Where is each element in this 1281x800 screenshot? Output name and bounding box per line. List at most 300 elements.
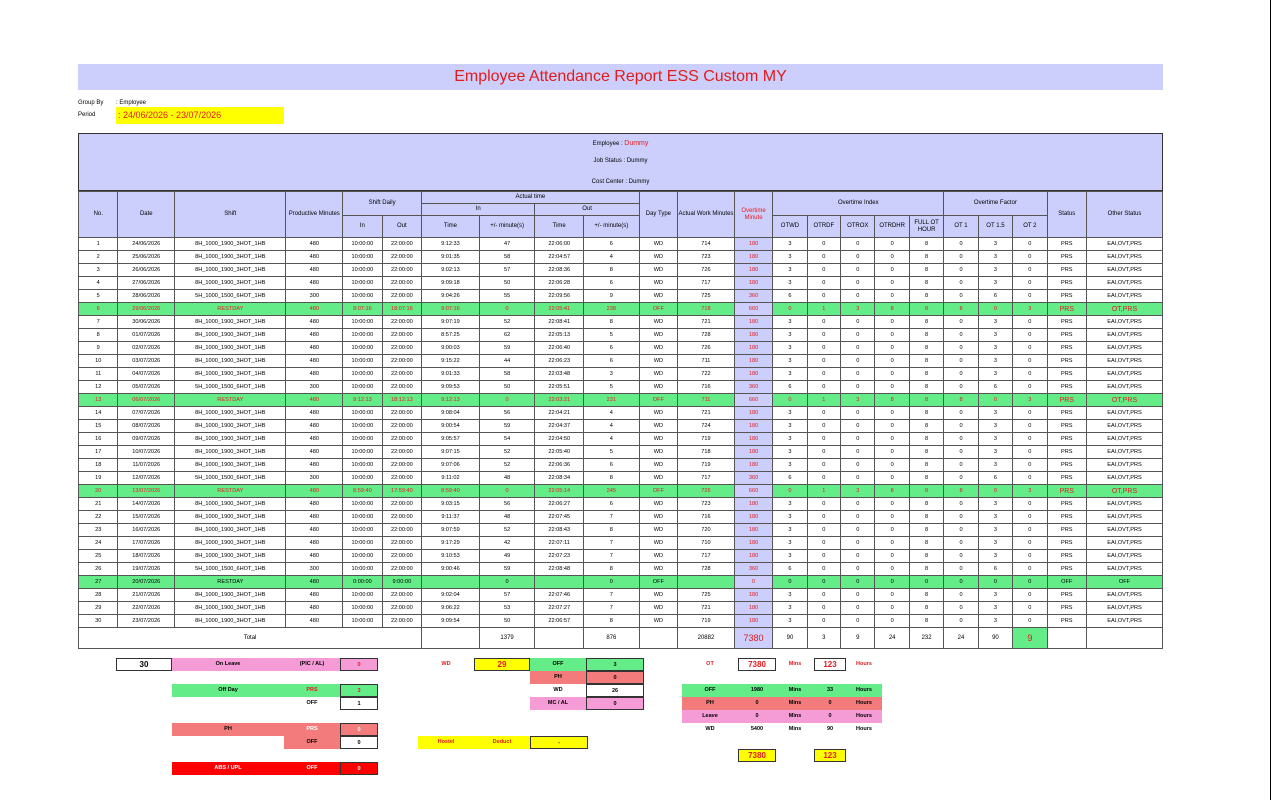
cell-status: PRS: [1047, 563, 1086, 576]
cell-date: 10/07/2026: [118, 446, 175, 459]
cell-inpm: 57: [479, 589, 535, 602]
cell-full: 8: [909, 485, 943, 498]
cell-ot15: 3: [978, 550, 1012, 563]
cell-date: 26/06/2026: [118, 264, 175, 277]
cell-otrdf: 0: [807, 524, 840, 537]
cell-otwd: 3: [773, 615, 807, 628]
cell-status: PRS: [1047, 433, 1086, 446]
cell-date: 24/06/2026: [118, 238, 175, 251]
col-shift-out: Out: [382, 216, 421, 238]
cell-ot2: 0: [1013, 264, 1047, 277]
cell-prod: 480: [286, 576, 343, 589]
cell-shift: RESTDAY: [175, 576, 286, 589]
cell-status: PRS: [1047, 602, 1086, 615]
cell-awm: 718: [678, 446, 735, 459]
summary-b-leave-hours-unit: Hours: [846, 710, 882, 723]
employee-line: [79, 140, 1162, 147]
cell-date: 03/07/2026: [118, 355, 175, 368]
cell-daytype: WD: [639, 563, 677, 576]
cell-prod: 480: [286, 459, 343, 472]
cell-other: EAI,OVT,PRS: [1087, 368, 1163, 381]
total-blank: [639, 628, 677, 649]
cell-sout: 22:00:00: [382, 290, 421, 303]
cell-otrox: 0: [841, 446, 875, 459]
cell-daytype: WD: [639, 524, 677, 537]
col-out-time: Time: [535, 216, 584, 238]
period-row: [78, 112, 116, 118]
cell-aout: 22:07:11: [535, 537, 584, 550]
summary-off-day-off-val: 1: [340, 697, 378, 710]
summary-b-off-hours: 33: [814, 684, 846, 697]
cell-no: 28: [79, 589, 118, 602]
cell-ain: 9:11:37: [422, 511, 480, 524]
cell-prod: 480: [286, 238, 343, 251]
cell-daytype: WD: [639, 238, 677, 251]
cell-otwd: 3: [773, 342, 807, 355]
cell-otrox: 0: [841, 264, 875, 277]
cell-otrdf: 0: [807, 498, 840, 511]
cell-otrdf: 0: [807, 264, 840, 277]
cell-otrdhr: 0: [875, 238, 909, 251]
cell-status: PRS: [1047, 381, 1086, 394]
cell-otwd: 6: [773, 290, 807, 303]
cell-awm: 722: [678, 368, 735, 381]
job-status: Job Status : Dummy: [593, 158, 648, 164]
cell-shift: 8H_1000_1900_3HOT_1HB: [175, 368, 286, 381]
cell-ot2: 0: [1013, 589, 1047, 602]
cell-inpm: 50: [479, 381, 535, 394]
table-row: [79, 498, 1163, 511]
cell-sin: 10:00:00: [343, 446, 382, 459]
cell-otrdf: 0: [807, 316, 840, 329]
cell-otrdhr: 0: [875, 329, 909, 342]
cell-ain: 9:00:03: [422, 342, 480, 355]
cell-ot2: 0: [1013, 420, 1047, 433]
col-otwd: OTWD: [773, 216, 807, 238]
cell-awm: [678, 576, 735, 589]
cell-aout: 22:08:43: [535, 524, 584, 537]
cell-aout: 22:06:28: [535, 277, 584, 290]
table-row: [79, 459, 1163, 472]
cell-date: 08/07/2026: [118, 420, 175, 433]
cell-shift: 8H_1000_1900_3HOT_1HB: [175, 537, 286, 550]
cell-sout: 22:00:00: [382, 433, 421, 446]
cell-inpm: 48: [479, 472, 535, 485]
cell-sin: 10:00:00: [343, 342, 382, 355]
summary-b-ph-mins: 0: [738, 697, 776, 710]
cell-otrdf: 0: [807, 368, 840, 381]
cell-ot2: 0: [1013, 329, 1047, 342]
cell-sout: 18:12:13: [382, 394, 421, 407]
cell-otrdhr: 0: [875, 550, 909, 563]
cell-ot15: 3: [978, 251, 1012, 264]
col-ot15: OT 1.5: [978, 216, 1012, 238]
cell-no: 25: [79, 550, 118, 563]
cell-otm: 180: [734, 238, 772, 251]
cell-otwd: 6: [773, 472, 807, 485]
cell-no: 26: [79, 563, 118, 576]
cell-inpm: 62: [479, 329, 535, 342]
cell-aout: 22:03:21: [535, 394, 584, 407]
cell-shift: 8H_1000_1900_3HOT_1HB: [175, 615, 286, 628]
table-row: [79, 355, 1163, 368]
summary-abs-off: OFF: [284, 762, 340, 775]
cell-daytype: WD: [639, 433, 677, 446]
cell-otrdf: 0: [807, 615, 840, 628]
cell-ot1: 8: [944, 303, 978, 316]
cell-sout: 22:00:00: [382, 329, 421, 342]
cell-shift: 8H_1000_1900_3HOT_1HB: [175, 407, 286, 420]
cell-sin: 10:00:00: [343, 537, 382, 550]
cell-ot1: 0: [944, 602, 978, 615]
cell-awm: 725: [678, 290, 735, 303]
cell-otrox: 0: [841, 368, 875, 381]
col-overtime-minute: Overtime Minute: [734, 192, 772, 238]
cell-other: EAI,OVT,PRS: [1087, 420, 1163, 433]
cell-otrdf: 0: [807, 290, 840, 303]
cell-otm: 180: [734, 316, 772, 329]
table-row: [79, 316, 1163, 329]
summary-hostel: Hostel: [418, 736, 474, 749]
cell-full: 8: [909, 342, 943, 355]
cell-shift: 8H_1000_1900_3HOT_1HB: [175, 355, 286, 368]
cell-ot15: 0: [978, 303, 1012, 316]
cell-no: 13: [79, 394, 118, 407]
cell-awm: 728: [678, 329, 735, 342]
cell-full: 8: [909, 277, 943, 290]
cell-other: EAI,OVT,PRS: [1087, 446, 1163, 459]
cell-aout: 22:03:48: [535, 368, 584, 381]
cell-status: PRS: [1047, 394, 1086, 407]
cell-outpm: 7: [584, 511, 640, 524]
summary-abs-off-val: 0: [340, 762, 378, 775]
cell-ot15: 3: [978, 355, 1012, 368]
cell-no: 14: [79, 407, 118, 420]
cell-otrdhr: 0: [875, 316, 909, 329]
cell-date: 02/07/2026: [118, 342, 175, 355]
cell-ot15: 3: [978, 589, 1012, 602]
cell-sout: 22:00:00: [382, 277, 421, 290]
cell-aout: 22:05:41: [535, 303, 584, 316]
cell-ain: 9:01:35: [422, 251, 480, 264]
cell-inpm: 50: [479, 277, 535, 290]
summary-b-wd-hours: 90: [826, 726, 834, 732]
table-row: [79, 511, 1163, 524]
cell-ain: 9:05:57: [422, 433, 480, 446]
summary-b-leave-mins-unit: Mins: [776, 710, 814, 723]
cell-other: EAI,OVT,PRS: [1087, 316, 1163, 329]
cell-aout: 22:05:13: [535, 329, 584, 342]
cell-outpm: 7: [584, 550, 640, 563]
group-by-label: Group By: [78, 100, 104, 106]
cell-otrox: 0: [841, 550, 875, 563]
cell-sout: 22:00:00: [382, 342, 421, 355]
cell-status: PRS: [1047, 537, 1086, 550]
cell-outpm: 8: [584, 563, 640, 576]
cell-otrox: 0: [841, 355, 875, 368]
cell-otwd: 3: [773, 537, 807, 550]
cell-otrdhr: 0: [875, 602, 909, 615]
attendance-table: [78, 191, 1163, 649]
cell-otwd: 3: [773, 589, 807, 602]
cell-inpm: 0: [479, 576, 535, 589]
table-row: [79, 407, 1163, 420]
cell-otrdhr: 0: [875, 563, 909, 576]
cell-sout: 22:00:00: [382, 420, 421, 433]
cell-ot2: 0: [1013, 238, 1047, 251]
total-in-pm: 1379: [479, 628, 535, 649]
period-value: : 24/06/2026 - 23/07/2026: [116, 107, 284, 124]
cell-date: 20/07/2026: [118, 576, 175, 589]
cell-ot15: 0: [978, 485, 1012, 498]
cell-date: 19/07/2026: [118, 563, 175, 576]
summary-b-wd-mins-unit: Mins: [788, 726, 802, 732]
cell-status: PRS: [1047, 407, 1086, 420]
cell-date: 18/07/2026: [118, 550, 175, 563]
cell-prod: 480: [286, 433, 343, 446]
table-row: [79, 576, 1163, 589]
cell-other: EAI,OVT,PRS: [1087, 459, 1163, 472]
cell-ot1: 0: [944, 238, 978, 251]
cell-otm: 180: [734, 342, 772, 355]
cell-ot15: 3: [978, 277, 1012, 290]
cell-prod: 480: [286, 407, 343, 420]
cell-inpm: 59: [479, 342, 535, 355]
cell-status: PRS: [1047, 277, 1086, 290]
cell-prod: 480: [286, 303, 343, 316]
cell-ain: 8:59:40: [422, 485, 480, 498]
cell-ot1: 0: [944, 329, 978, 342]
cell-otrox: 0: [841, 238, 875, 251]
cell-ain: 9:07:06: [422, 459, 480, 472]
cell-aout: 22:07:23: [535, 550, 584, 563]
cell-full: 8: [909, 329, 943, 342]
cell-outpm: 3: [584, 368, 640, 381]
cell-otrdf: 0: [807, 446, 840, 459]
cell-other: EAI,OVT,PRS: [1087, 563, 1163, 576]
cell-other: EAI,OVT,PRS: [1087, 498, 1163, 511]
cell-ot2: 0: [1013, 381, 1047, 394]
cell-ot2: 0: [1013, 342, 1047, 355]
cell-inpm: 48: [479, 511, 535, 524]
cell-otm: 180: [734, 550, 772, 563]
total-blank: [535, 628, 584, 649]
cell-outpm: 5: [584, 446, 640, 459]
cell-ot1: 0: [944, 368, 978, 381]
group-by-row: [78, 100, 146, 106]
cell-status: PRS: [1047, 329, 1086, 342]
col-overtime-index: Overtime Index: [773, 192, 944, 216]
cell-otwd: 3: [773, 524, 807, 537]
table-row: [79, 329, 1163, 342]
cell-otm: 0: [734, 576, 772, 589]
cell-sout: 9:00:00: [382, 576, 421, 589]
cell-sin: 10:00:00: [343, 368, 382, 381]
cell-sin: 10:00:00: [343, 420, 382, 433]
cell-outpm: 6: [584, 342, 640, 355]
cell-sout: 18:07:16: [382, 303, 421, 316]
cell-ot15: 3: [978, 615, 1012, 628]
cell-otrox: 0: [841, 342, 875, 355]
cell-full: 8: [909, 472, 943, 485]
cell-otrox: 0: [841, 472, 875, 485]
cell-daytype: WD: [639, 381, 677, 394]
cell-ain: 9:07:19: [422, 316, 480, 329]
cell-outpm: 5: [584, 329, 640, 342]
table-row: [79, 602, 1163, 615]
col-in-time: Time: [422, 216, 480, 238]
cell-awm: 717: [678, 472, 735, 485]
cell-shift: 8H_1000_1900_3HOT_1HB: [175, 459, 286, 472]
cell-inpm: 47: [479, 238, 535, 251]
cell-otrox: 3: [841, 485, 875, 498]
cell-full: 8: [909, 394, 943, 407]
cell-aout: 22:06:57: [535, 615, 584, 628]
cell-prod: 480: [286, 420, 343, 433]
summary-b-wd: WD: [705, 726, 715, 732]
cell-otm: 180: [734, 407, 772, 420]
cell-otrox: 0: [841, 329, 875, 342]
cell-no: 29: [79, 602, 118, 615]
cell-full: 8: [909, 433, 943, 446]
cell-otrox: 0: [841, 459, 875, 472]
cell-otrdf: 0: [807, 550, 840, 563]
table-row: [79, 264, 1163, 277]
cell-status: PRS: [1047, 524, 1086, 537]
table-row: [79, 485, 1163, 498]
cell-sin: 9:07:16: [343, 303, 382, 316]
cell-daytype: WD: [639, 446, 677, 459]
cell-ot1: 0: [944, 355, 978, 368]
cell-ot1: 0: [944, 251, 978, 264]
cell-aout: 22:07:27: [535, 602, 584, 615]
cell-date: 21/07/2026: [118, 589, 175, 602]
cell-daytype: WD: [639, 602, 677, 615]
cell-awm: 726: [678, 485, 735, 498]
cell-awm: 723: [678, 498, 735, 511]
cell-ot15: 3: [978, 342, 1012, 355]
cell-other: EAI,OVT,PRS: [1087, 381, 1163, 394]
cell-status: PRS: [1047, 420, 1086, 433]
cell-no: 24: [79, 537, 118, 550]
cell-prod: 480: [286, 602, 343, 615]
cell-otwd: 3: [773, 316, 807, 329]
cell-ot1: 0: [944, 537, 978, 550]
cell-otm: 180: [734, 524, 772, 537]
cell-ot2: 0: [1013, 407, 1047, 420]
cell-otm: 180: [734, 355, 772, 368]
cell-ot2: 0: [1013, 355, 1047, 368]
cell-otrdhr: 0: [875, 576, 909, 589]
cell-otrdhr: 0: [875, 524, 909, 537]
summary-on-leave: On Leave: [172, 658, 284, 671]
summary-ph-off-val: 0: [340, 736, 378, 749]
cell-no: 18: [79, 459, 118, 472]
cell-otrdhr: 0: [875, 355, 909, 368]
cell-awm: 723: [678, 251, 735, 264]
total-blank: [1087, 628, 1163, 649]
cell-ot1: 0: [944, 563, 978, 576]
cell-daytype: WD: [639, 498, 677, 511]
cell-status: OFF: [1047, 576, 1086, 589]
total-blank: [1047, 628, 1086, 649]
cell-ot1: 0: [944, 498, 978, 511]
cell-sin: 10:00:00: [343, 550, 382, 563]
cell-otm: 180: [734, 615, 772, 628]
cell-ot2: 0: [1013, 524, 1047, 537]
cell-full: 0: [909, 576, 943, 589]
cell-awm: 719: [678, 615, 735, 628]
cell-ot2: 0: [1013, 511, 1047, 524]
cell-daytype: WD: [639, 537, 677, 550]
cell-full: 8: [909, 511, 943, 524]
cell-sin: 8:59:40: [343, 485, 382, 498]
cost-center: Cost Center : Dummy: [591, 179, 650, 185]
cell-ot15: 3: [978, 407, 1012, 420]
cell-otm: 180: [734, 498, 772, 511]
summary-days-total: 30: [116, 658, 172, 671]
cell-outpm: 6: [584, 459, 640, 472]
table-row: [79, 342, 1163, 355]
cell-ain: 9:12:33: [422, 238, 480, 251]
cell-otm: 660: [734, 485, 772, 498]
cell-ain: 9:10:53: [422, 550, 480, 563]
cell-ot15: 3: [978, 524, 1012, 537]
cell-inpm: 55: [479, 290, 535, 303]
cell-outpm: 8: [584, 524, 640, 537]
cell-otm: 180: [734, 368, 772, 381]
cell-ot1: 0: [944, 316, 978, 329]
cell-sout: 22:00:00: [382, 355, 421, 368]
cell-aout: 22:08:34: [535, 472, 584, 485]
cell-daytype: WD: [639, 589, 677, 602]
total-otrox: 9: [841, 628, 875, 649]
cell-status: PRS: [1047, 316, 1086, 329]
cell-ot1: 0: [944, 420, 978, 433]
cell-ain: 9:11:02: [422, 472, 480, 485]
cell-otrdf: 0: [807, 602, 840, 615]
cell-status: PRS: [1047, 615, 1086, 628]
cell-inpm: 59: [479, 563, 535, 576]
table-row: [79, 381, 1163, 394]
cell-outpm: 6: [584, 238, 640, 251]
cell-aout: 22:05:51: [535, 381, 584, 394]
cell-otrdhr: 0: [875, 472, 909, 485]
cell-sout: 22:00:00: [382, 602, 421, 615]
cell-otwd: 3: [773, 277, 807, 290]
cell-sout: 22:00:00: [382, 524, 421, 537]
cell-sin: 10:00:00: [343, 407, 382, 420]
total-full: 232: [909, 628, 943, 649]
cell-otrdhr: 0: [875, 290, 909, 303]
summary-b-ph-hours-unit: Hours: [846, 697, 882, 710]
cell-ot1: 0: [944, 472, 978, 485]
cell-ot1: 0: [944, 576, 978, 589]
cell-date: 17/07/2026: [118, 537, 175, 550]
cell-aout: 22:06:40: [535, 342, 584, 355]
cell-date: 05/07/2026: [118, 381, 175, 394]
cell-no: 7: [79, 316, 118, 329]
group-by-value: : Employee: [116, 100, 147, 106]
cell-outpm: 8: [584, 615, 640, 628]
cell-otrdf: 0: [807, 277, 840, 290]
cell-sout: 22:00:00: [382, 381, 421, 394]
period-label: Period: [78, 112, 96, 118]
cell-daytype: WD: [639, 251, 677, 264]
cell-otwd: 3: [773, 498, 807, 511]
col-otrdf: OTRDF: [807, 216, 840, 238]
cell-otm: 180: [734, 251, 772, 264]
